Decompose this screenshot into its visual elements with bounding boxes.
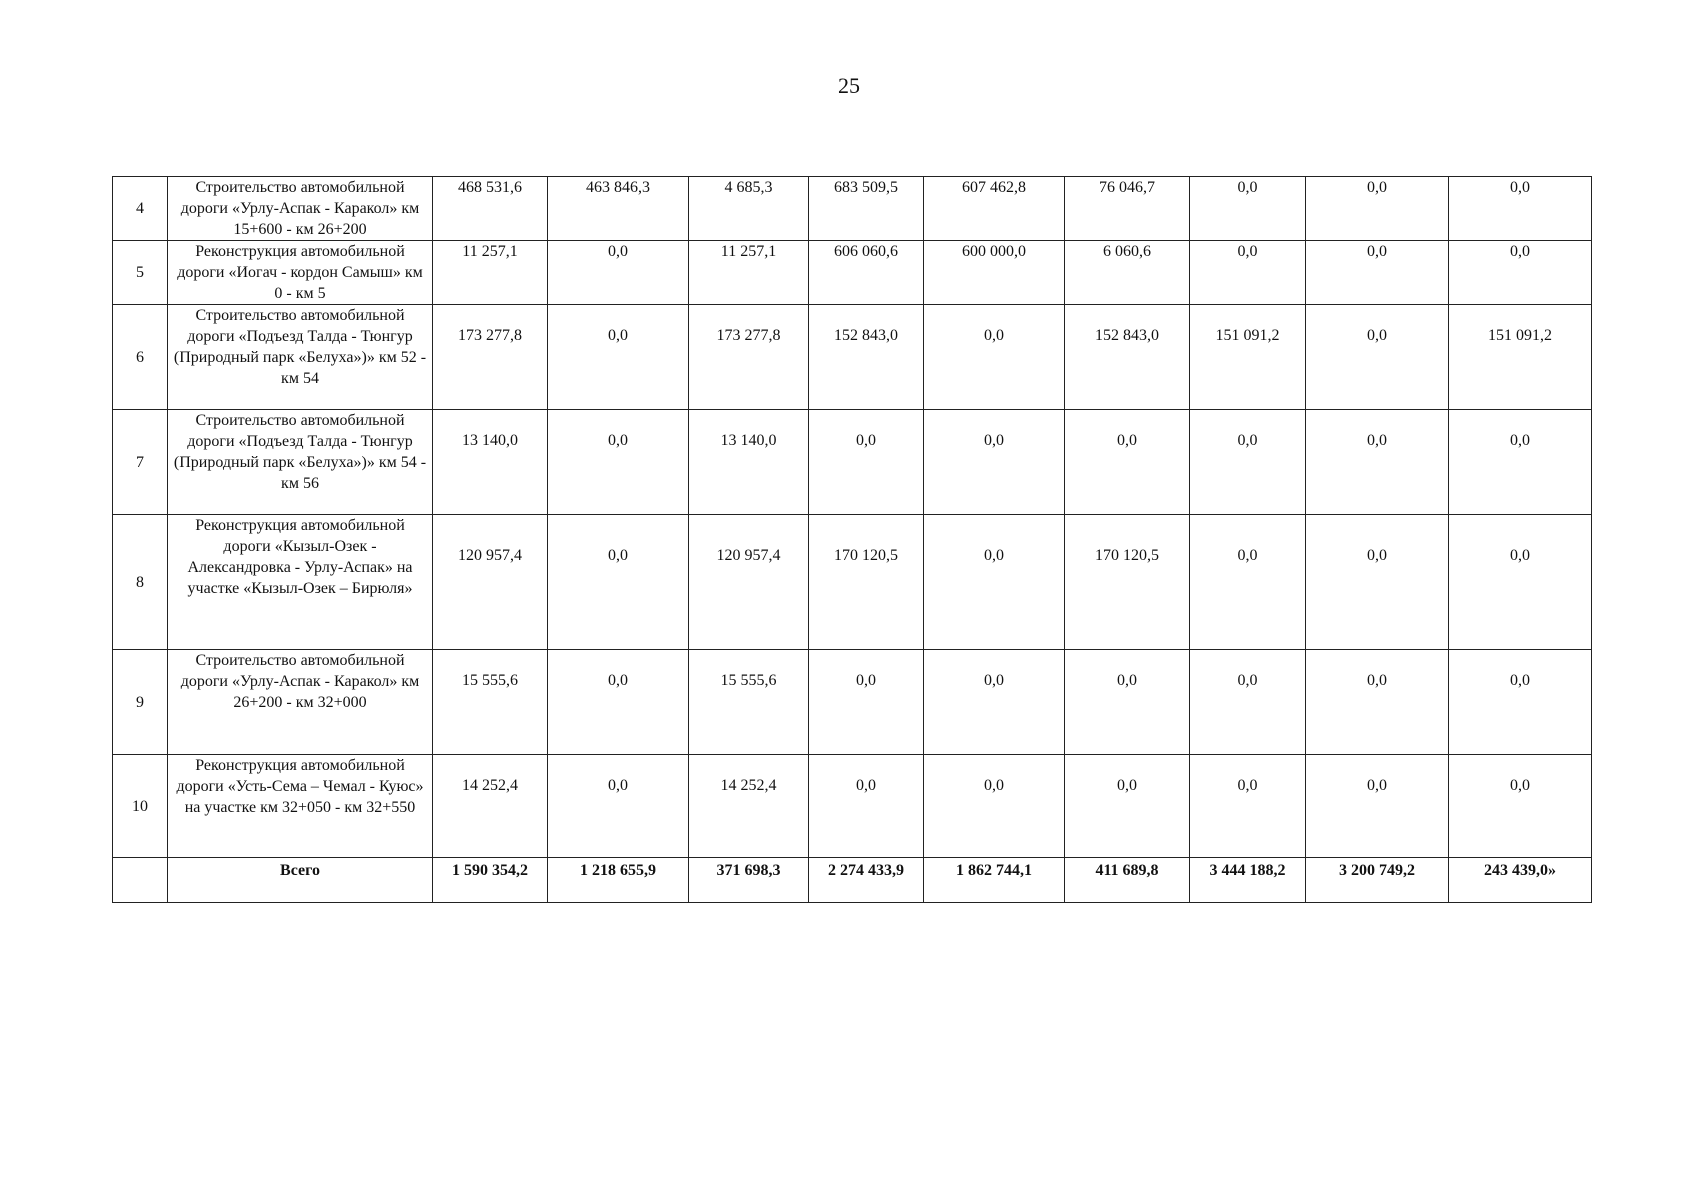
value-cell: 0,0 [548,755,689,858]
value-cell: 120 957,4 [433,515,548,650]
value-cell: 0,0 [1065,650,1190,755]
value-cell: 170 120,5 [1065,515,1190,650]
row-number: 5 [113,241,168,305]
table-row [113,755,1592,858]
table-row [113,515,1592,650]
value-cell: 15 555,6 [433,650,548,755]
value-cell: 0,0 [1306,241,1449,305]
row-number: 9 [113,650,168,755]
value-cell: 4 685,3 [689,177,809,241]
value-cell: 0,0 [1306,305,1449,410]
value-cell: 0,0 [1306,650,1449,755]
value-cell: 0,0 [548,515,689,650]
value-cell: 600 000,0 [924,241,1065,305]
value-cell: 173 277,8 [689,305,809,410]
total-value-cell: 1 218 655,9 [548,858,689,903]
value-cell: 0,0 [809,650,924,755]
value-cell: 683 509,5 [809,177,924,241]
total-row [113,858,1592,903]
value-cell: 0,0 [1449,241,1592,305]
object-name: Реконструкция автомобильной дороги «Усть-Сема – Чемал - Куюс» на участке км 32+050 - км 32+550 [168,755,433,858]
value-cell: 0,0 [924,305,1065,410]
row-number: 6 [113,305,168,410]
value-cell: 170 120,5 [809,515,924,650]
budget-table [112,176,1592,903]
value-cell: 0,0 [1306,755,1449,858]
value-cell: 0,0 [809,755,924,858]
object-name: Реконструкция автомобильной дороги «Иогач - кордон Самыш» км 0 - км 5 [168,241,433,305]
table-body [113,177,1592,903]
value-cell: 0,0 [1449,650,1592,755]
total-value-cell: 3 200 749,2 [1306,858,1449,903]
table-row [113,305,1592,410]
table-row [113,177,1592,241]
value-cell: 11 257,1 [689,241,809,305]
value-cell: 0,0 [1449,177,1592,241]
value-cell: 76 046,7 [1065,177,1190,241]
value-cell: 0,0 [1190,410,1306,515]
total-value-cell: 411 689,8 [1065,858,1190,903]
value-cell: 0,0 [1190,177,1306,241]
value-cell: 152 843,0 [1065,305,1190,410]
page-number: 25 [838,73,860,98]
value-cell: 0,0 [548,410,689,515]
value-cell: 0,0 [924,515,1065,650]
total-value-cell: 2 274 433,9 [809,858,924,903]
value-cell: 0,0 [1190,755,1306,858]
value-cell: 13 140,0 [689,410,809,515]
total-label: Всего [168,858,433,903]
object-name: Строительство автомобильной дороги «Подъезд Талда - Тюнгур (Природный парк «Белуха»)» км 52 - км 54 [168,305,433,410]
object-name: Строительство автомобильной дороги «Урлу-Аспак - Каракол» км 26+200 - км 32+000 [168,650,433,755]
value-cell: 14 252,4 [433,755,548,858]
row-number: 7 [113,410,168,515]
value-cell: 0,0 [1190,650,1306,755]
total-value-cell: 371 698,3 [689,858,809,903]
value-cell: 0,0 [1190,241,1306,305]
total-value-cell: 1 590 354,2 [433,858,548,903]
total-number-cell [113,858,168,903]
value-cell: 0,0 [809,410,924,515]
value-cell: 0,0 [1190,515,1306,650]
value-cell: 173 277,8 [433,305,548,410]
value-cell: 0,0 [924,650,1065,755]
value-cell: 0,0 [1449,410,1592,515]
value-cell: 0,0 [1449,755,1592,858]
value-cell: 6 060,6 [1065,241,1190,305]
row-number: 4 [113,177,168,241]
value-cell: 14 252,4 [689,755,809,858]
value-cell: 13 140,0 [433,410,548,515]
value-cell: 607 462,8 [924,177,1065,241]
object-name: Реконструкция автомобильной дороги «Кызыл-Озек - Александровка - Урлу-Аспак» на участке «Кызыл-Озек – Бирюля» [168,515,433,650]
table-row [113,410,1592,515]
value-cell: 0,0 [1306,515,1449,650]
value-cell: 463 846,3 [548,177,689,241]
total-value-cell: 3 444 188,2 [1190,858,1306,903]
value-cell: 0,0 [1306,177,1449,241]
object-name: Строительство автомобильной дороги «Подъезд Талда - Тюнгур (Природный парк «Белуха»)» км 54 - км 56 [168,410,433,515]
value-cell: 151 091,2 [1190,305,1306,410]
value-cell: 11 257,1 [433,241,548,305]
total-value-cell: 1 862 744,1 [924,858,1065,903]
object-name: Строительство автомобильной дороги «Урлу-Аспак - Каракол» км 15+600 - км 26+200 [168,177,433,241]
table-row [113,241,1592,305]
row-number: 10 [113,755,168,858]
value-cell: 151 091,2 [1449,305,1592,410]
value-cell: 0,0 [548,241,689,305]
row-number: 8 [113,515,168,650]
value-cell: 0,0 [1065,410,1190,515]
value-cell: 0,0 [924,755,1065,858]
value-cell: 120 957,4 [689,515,809,650]
value-cell: 0,0 [548,650,689,755]
value-cell: 468 531,6 [433,177,548,241]
value-cell: 15 555,6 [689,650,809,755]
value-cell: 606 060,6 [809,241,924,305]
total-value-cell: 243 439,0» [1449,858,1592,903]
value-cell: 0,0 [548,305,689,410]
value-cell: 0,0 [1065,755,1190,858]
value-cell: 0,0 [924,410,1065,515]
value-cell: 0,0 [1306,410,1449,515]
value-cell: 152 843,0 [809,305,924,410]
table-row [113,650,1592,755]
value-cell: 0,0 [1449,515,1592,650]
